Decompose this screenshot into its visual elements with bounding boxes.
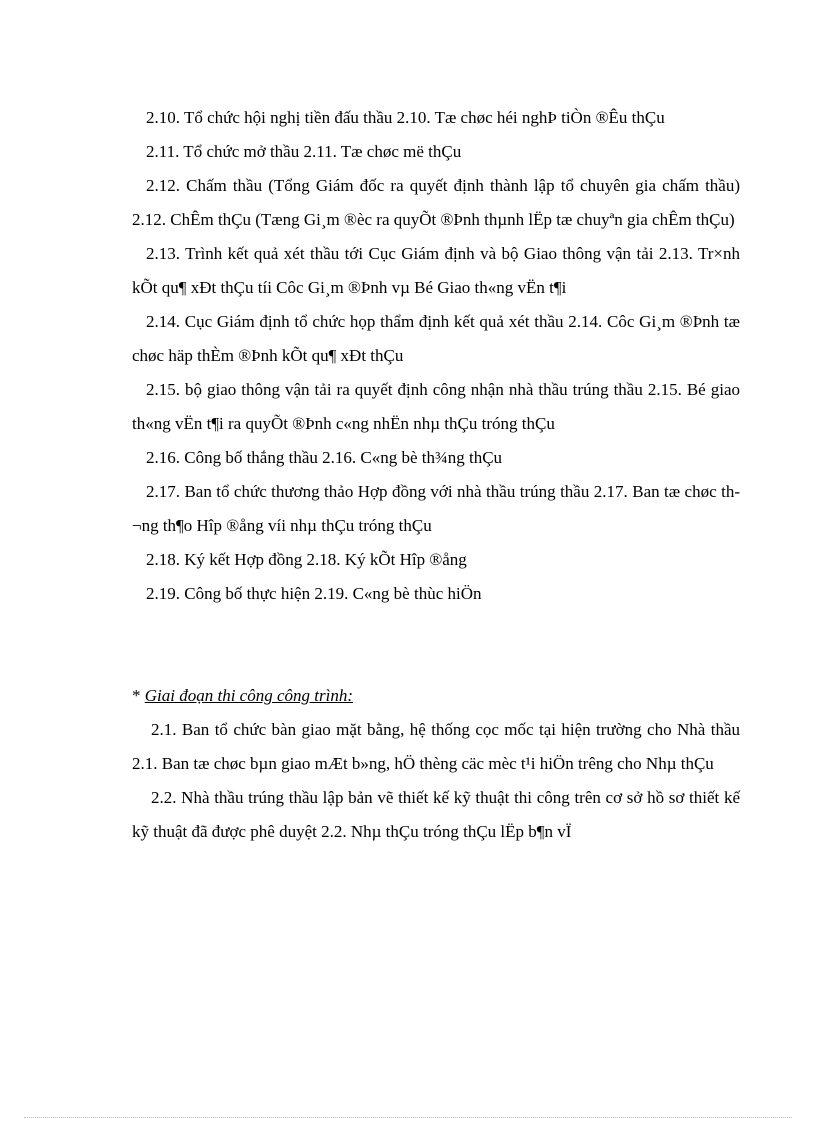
tender-step-2-18: 2.18. Ký kết Hợp đồng 2.18. Ký kÕt Hîp ®ång <box>146 550 467 569</box>
heading-bullet: * <box>132 686 145 705</box>
tender-step-2-13: 2.13. Trình kết quả xét thầu tới Cục Giám định và bộ Giao thông vận tải 2.13. Tr×nh kÕt qu¶ xÐt thÇu tíi Côc Gi¸m ®Þnh vµ Bé Giao th«ng vËn t¶i <box>132 244 740 297</box>
page-bottom-rule <box>24 1117 792 1118</box>
construction-step-2-2: 2.2. Nhà thầu trúng thầu lập bản vẽ thiết kế kỹ thuật thi công trên cơ sở hồ sơ thiết kế kỹ thuật đã được phê duyệt 2.2. Nhµ thÇu tróng thÇu lËp b¶n vÏ <box>132 788 740 841</box>
tender-step-2-16: 2.16. Công bố thắng thầu 2.16. C«ng bè th¾ng thÇu <box>146 448 503 467</box>
construction-heading <box>132 679 740 713</box>
tender-step-2-12: 2.12. Chấm thầu (Tổng Giám đốc ra quyết định thành lập tổ chuyên gia chấm thầu) 2.12. ChÊm thÇu (Tæng Gi¸m ®èc ra quyÕt ®Þnh thµnh lËp tæ chuyªn gia chÊm thÇu) <box>132 176 740 229</box>
tender-step-2-10: 2.10. Tổ chức hội nghị tiền đấu thầu 2.10. Tæ chøc héi nghÞ tiÒn ®Êu thÇu <box>146 108 665 127</box>
document-body <box>132 101 740 849</box>
tender-step-2-17: 2.17. Ban tổ chức thương thảo Hợp đồng với nhà thầu trúng thầu 2.17. Ban tæ chøc th¬ng th¶o Hîp ®ång víi nhµ thÇu tróng thÇu <box>132 482 740 535</box>
construction-heading-text: Giai đoạn thi công công trình: <box>144 686 353 705</box>
tender-step-2-19: 2.19. Công bố thực hiện 2.19. C«ng bè thùc hiÖn <box>146 584 482 603</box>
tender-step-2-14: 2.14. Cục Giám định tổ chức họp thẩm định kết quả xét thầu 2.14. Côc Gi¸m ®Þnh tæ chøc häp thÈm ®Þnh kÕt qu¶ xÐt thÇu <box>132 312 740 365</box>
section-spacer <box>132 611 740 679</box>
tender-step-2-11: 2.11. Tổ chức mở thầu 2.11. Tæ chøc më thÇu <box>146 142 462 161</box>
tender-step-2-15: 2.15. bộ giao thông vận tải ra quyết định công nhận nhà thầu trúng thầu 2.15. Bé giao th«ng vËn t¶i ra quyÕt ®Þnh c«ng nhËn nhµ thÇu tróng thÇu <box>132 380 740 433</box>
construction-step-2-1: 2.1. Ban tổ chức bàn giao mặt bằng, hệ thống cọc mốc tại hiện trường cho Nhà thầu 2.1. Ban tæ chøc bµn giao mÆt b»ng, hÖ thèng cäc mèc t¹i hiÖn trêng cho Nhµ thÇu <box>132 720 740 773</box>
